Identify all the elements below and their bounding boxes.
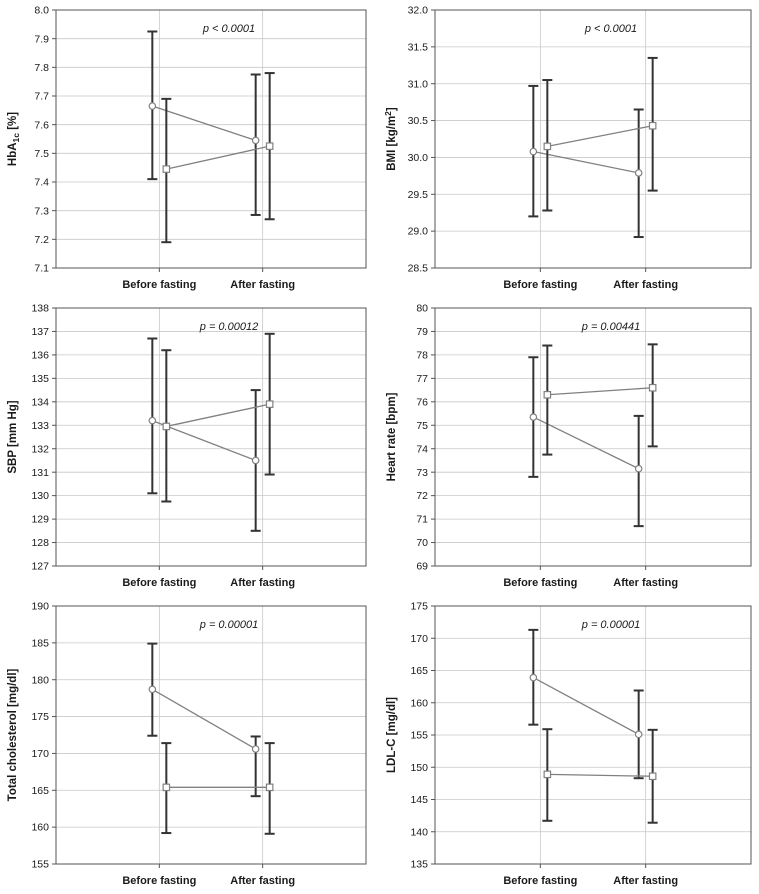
data-point-square: [649, 385, 655, 391]
y-tick-label: 131: [31, 466, 49, 479]
x-axis-labels: [122, 875, 295, 887]
y-tick-label: 136: [31, 349, 49, 362]
y-tick-label: 7.3: [34, 205, 49, 218]
chart-sbp: [0, 298, 379, 596]
y-tick-label: 72: [416, 490, 428, 503]
x-axis-labels: [503, 279, 678, 291]
data-point-circle: [252, 457, 258, 463]
y-tick-label: 70: [416, 537, 428, 550]
y-tick-label: 75: [416, 419, 428, 432]
y-tick-label: 132: [31, 443, 49, 456]
x-axis-ticks: [159, 566, 262, 570]
y-tick-label: 73: [416, 466, 428, 479]
y-tick-label: 7.4: [34, 176, 49, 189]
category-label: Before fasting: [503, 875, 578, 887]
y-tick-label: 145: [410, 794, 428, 807]
y-tick-label: 77: [416, 372, 428, 385]
y-tick-label: 79: [416, 326, 428, 339]
data-point-square: [544, 143, 550, 149]
y-tick-label: 138: [31, 302, 49, 315]
y-tick-label: 185: [31, 637, 49, 650]
data-point-square: [649, 123, 655, 129]
data-point-circle: [530, 414, 536, 420]
y-tick-label: 30.0: [407, 152, 428, 165]
chart-hba1c: [0, 0, 379, 298]
chart-bmi: [379, 0, 759, 298]
y-tick-label: 129: [31, 513, 49, 526]
y-axis-ticks: [416, 303, 435, 573]
data-point-circle: [252, 137, 258, 143]
y-tick-label: 140: [410, 826, 428, 839]
panel-total-cholesterol: [0, 596, 379, 894]
chart-total-cholesterol: [0, 596, 379, 894]
y-axis-title: Total cholesterol [mg/dl]: [7, 668, 19, 802]
x-axis-ticks: [159, 864, 262, 868]
category-label: Before fasting: [122, 875, 197, 887]
y-tick-label: 134: [31, 396, 49, 409]
chart-ldl-c: [379, 596, 759, 894]
data-point-circle: [149, 686, 155, 692]
y-tick-label: 80: [416, 302, 428, 315]
p-value-annotation: p = 0.00001: [199, 619, 259, 631]
y-axis-title: LDL-C [mg/dl]: [386, 696, 398, 774]
data-point-square: [266, 143, 272, 149]
panel-heart-rate: [379, 298, 759, 596]
y-tick-label: 135: [410, 858, 428, 871]
y-tick-label: 165: [31, 784, 49, 797]
x-axis-labels: [503, 875, 678, 887]
p-value-annotation: p < 0.0001: [584, 23, 638, 35]
data-point-square: [266, 401, 272, 407]
y-axis-title: Heart rate [bpm]: [386, 392, 398, 482]
y-tick-label: 7.5: [34, 147, 49, 160]
y-tick-label: 28.5: [407, 262, 428, 275]
chart-heart-rate: [379, 298, 759, 596]
y-axis-ticks: [31, 601, 56, 871]
y-axis-title: BMI $[kg/m^2]$: [383, 107, 398, 171]
y-axis-ticks: [408, 5, 435, 275]
panel-hba1c: [0, 0, 379, 298]
y-tick-label: 32.0: [407, 4, 428, 17]
data-point-circle: [149, 417, 155, 423]
data-point-square: [544, 771, 550, 777]
y-tick-label: 155: [31, 858, 49, 871]
y-tick-label: 29.5: [407, 188, 428, 201]
data-point-square: [163, 423, 169, 429]
y-tick-label: 128: [31, 537, 49, 550]
y-tick-label: 7.1: [34, 262, 49, 275]
x-axis-ticks: [540, 566, 645, 570]
y-tick-label: 180: [31, 674, 49, 687]
p-value-annotation: p = 0.00012: [199, 321, 259, 333]
panel-sbp: [0, 298, 379, 596]
y-tick-label: 127: [31, 560, 49, 573]
y-axis-title: HbA$_{1c}$ [%]: [7, 111, 21, 167]
data-point-square: [649, 773, 655, 779]
category-label: After fasting: [613, 875, 679, 887]
y-axis-ticks: [31, 303, 56, 573]
y-tick-label: 78: [416, 349, 428, 362]
panel-ldl-c: [379, 596, 759, 894]
data-point-square: [163, 784, 169, 790]
y-tick-label: 135: [31, 372, 49, 385]
y-tick-label: 7.6: [34, 119, 49, 132]
panel-bmi: [379, 0, 759, 298]
y-tick-label: 71: [416, 513, 428, 526]
y-tick-label: 74: [416, 443, 428, 456]
category-label: After fasting: [230, 875, 296, 887]
p-value-annotation: p = 0.00001: [581, 619, 641, 631]
y-tick-label: 155: [410, 729, 428, 742]
x-axis-ticks: [159, 268, 262, 272]
data-point-circle: [252, 746, 258, 752]
category-label: Before fasting: [122, 279, 197, 291]
data-point-square: [163, 166, 169, 172]
x-axis-labels: [122, 577, 295, 589]
y-tick-label: 160: [410, 697, 428, 710]
data-point-square: [266, 784, 272, 790]
y-axis-ticks: [34, 5, 56, 275]
y-tick-label: 69: [416, 560, 428, 573]
y-tick-label: 8.0: [34, 4, 49, 17]
y-tick-label: 7.8: [34, 61, 49, 74]
category-label: Before fasting: [503, 577, 578, 589]
y-tick-label: 160: [31, 821, 49, 834]
y-tick-label: 133: [31, 419, 49, 432]
category-label: Before fasting: [503, 279, 578, 291]
y-tick-label: 175: [31, 711, 49, 724]
y-tick-label: 190: [31, 600, 49, 613]
x-axis-labels: [503, 577, 678, 589]
category-label: After fasting: [613, 279, 679, 291]
x-axis-ticks: [540, 268, 645, 272]
y-tick-label: 170: [410, 632, 428, 645]
data-point-circle: [635, 170, 641, 176]
category-label: Before fasting: [122, 577, 197, 589]
y-axis-title: SBP [mm Hg]: [7, 400, 19, 474]
y-tick-label: 76: [416, 396, 428, 409]
category-label: After fasting: [230, 577, 296, 589]
y-tick-label: 7.9: [34, 33, 49, 46]
category-label: After fasting: [230, 279, 296, 291]
x-axis-labels: [122, 279, 295, 291]
data-point-circle: [635, 731, 641, 737]
y-tick-label: 7.7: [34, 90, 49, 103]
p-value-annotation: p < 0.0001: [202, 23, 256, 35]
y-tick-label: 165: [410, 665, 428, 678]
y-tick-label: 150: [410, 761, 428, 774]
y-tick-label: 130: [31, 490, 49, 503]
data-point-circle: [530, 674, 536, 680]
data-point-circle: [635, 465, 641, 471]
y-tick-label: 7.2: [34, 233, 49, 246]
y-tick-label: 137: [31, 326, 49, 339]
y-axis-ticks: [410, 601, 435, 871]
data-point-circle: [530, 148, 536, 154]
y-tick-label: 170: [31, 748, 49, 761]
category-label: After fasting: [613, 577, 679, 589]
x-axis-ticks: [540, 864, 645, 868]
y-tick-label: 30.5: [407, 115, 428, 128]
y-tick-label: 31.0: [407, 78, 428, 91]
y-tick-label: 175: [410, 600, 428, 613]
data-point-circle: [149, 103, 155, 109]
y-tick-label: 29.0: [407, 225, 428, 238]
p-value-annotation: p = 0.00441: [581, 321, 641, 333]
y-tick-label: 31.5: [407, 41, 428, 54]
data-point-square: [544, 392, 550, 398]
